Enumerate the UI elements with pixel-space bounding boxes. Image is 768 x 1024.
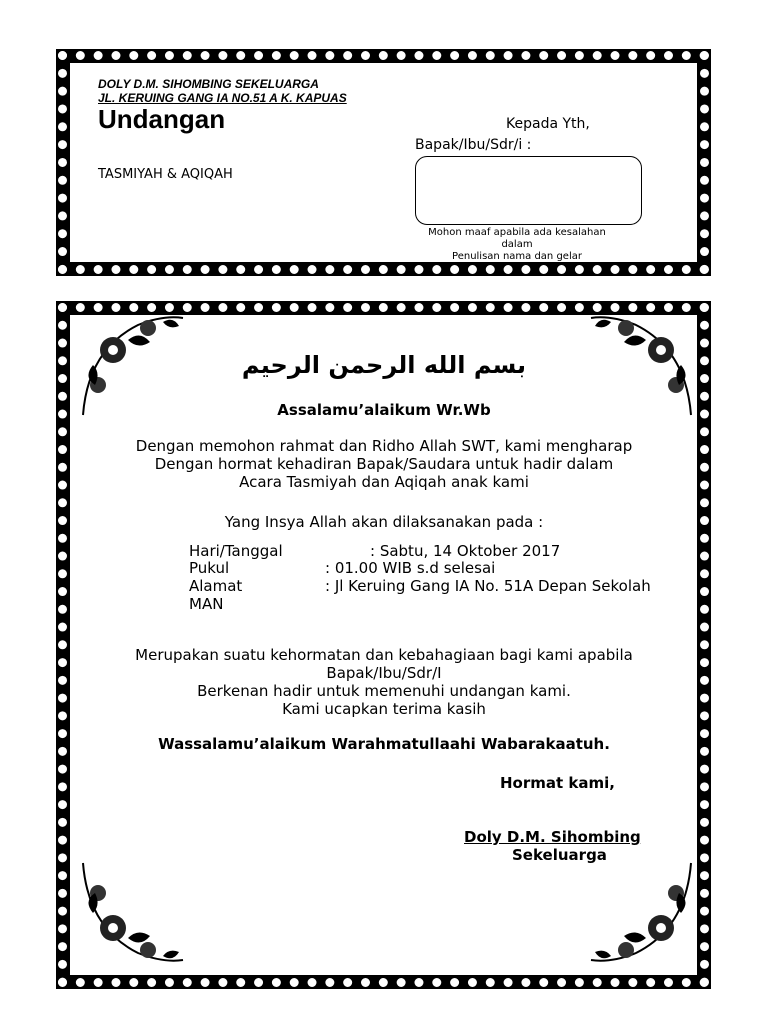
regards: Hormat kami, — [500, 774, 615, 792]
closing-line-1: Merupakan suatu kehormatan dan kebahagiaan bagi kami apabila — [135, 646, 633, 664]
recipient-address-box[interactable] — [415, 156, 642, 225]
schedule-intro: Yang Insya Allah akan dilaksanakan pada : — [224, 513, 544, 531]
sender-name: DOLY D.M. SIHOMBING SEKELUARGA — [98, 77, 319, 91]
bismillah-calligraphy — [241, 342, 527, 388]
closing-line-3: Berkenan hadir untuk memenuhi undangan kami. — [197, 682, 571, 700]
time-value: : 01.00 WIB s.d selesai — [325, 559, 496, 577]
address-continued: MAN — [189, 595, 224, 613]
apology-line-1: Mohon maaf apabila ada kesalahan — [428, 227, 606, 238]
greeting: Assalamu’alaikum Wr.Wb — [277, 401, 491, 419]
date-value: : Sabtu, 14 Oktober 2017 — [370, 542, 561, 560]
sender-address: JL. KERUING GANG IA NO.51 A K. KAPUAS — [98, 91, 347, 105]
intro-line-3: Acara Tasmiyah dan Aqiqah anak kami — [239, 473, 529, 491]
recipient-heading: Kepada Yth, — [506, 116, 590, 132]
time-label: Pukul — [189, 559, 230, 577]
apology-note — [402, 227, 632, 263]
intro-line-1: Dengan memohon rahmat dan Ridho Allah SWT, kami mengharap — [135, 437, 633, 455]
apology-line-3: Penulisan nama dan gelar — [452, 251, 582, 262]
bismillah-text: بسم الله الرحمن الرحيم — [241, 351, 527, 379]
envelope-title: Undangan — [98, 104, 226, 134]
envelope-subtitle: TASMIYAH & AQIQAH — [98, 167, 233, 182]
intro-paragraph — [70, 437, 698, 491]
farewell: Wassalamu’alaikum Warahmatullaahi Wabarakaatuh. — [158, 735, 610, 753]
closing-line-2: Bapak/Ibu/Sdr/I — [326, 664, 442, 682]
address-label: Alamat — [189, 577, 243, 595]
recipient-salutation: Bapak/Ibu/Sdr/i : — [415, 137, 532, 153]
floral-corner-bottom-left-icon — [78, 858, 188, 968]
floral-corner-bottom-right-icon — [586, 858, 696, 968]
closing-line-4: Kami ucapkan terima kasih — [282, 700, 486, 718]
date-label: Hari/Tanggal — [189, 542, 283, 560]
signature-family: Sekeluarga — [512, 846, 607, 864]
signature-name: Doly D.M. Sihombing — [464, 828, 641, 846]
closing-paragraph — [70, 646, 698, 718]
address-value: : Jl Keruing Gang IA No. 51A Depan Sekolah — [325, 577, 651, 595]
apology-line-2: dalam — [501, 239, 533, 250]
intro-line-2: Dengan hormat kehadiran Bapak/Saudara untuk hadir dalam — [154, 455, 614, 473]
